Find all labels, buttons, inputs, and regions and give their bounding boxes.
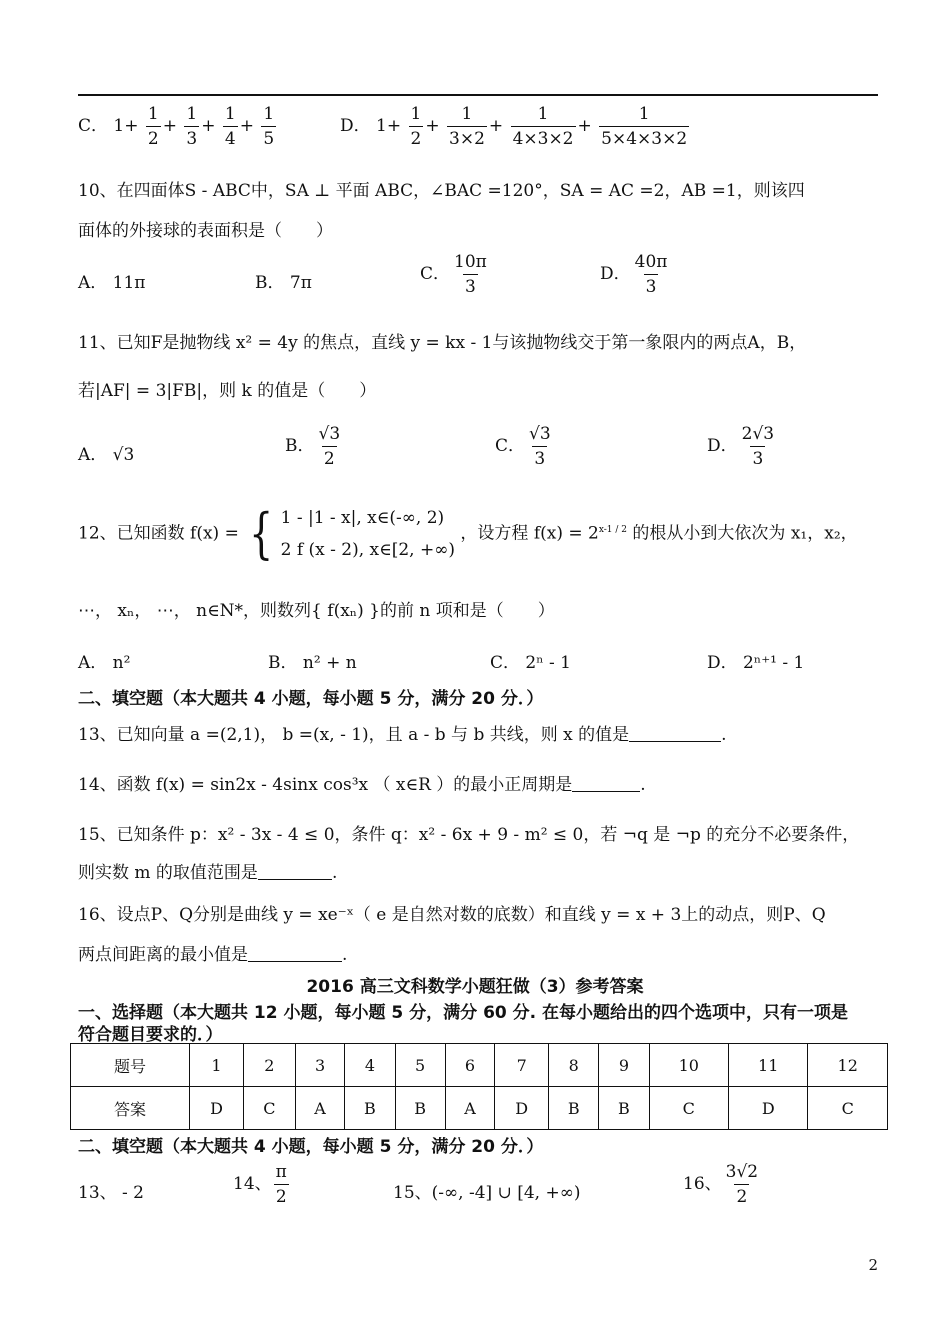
table-cell: 题号 — [71, 1044, 190, 1087]
q12-option-b: B． n² + n — [268, 653, 357, 673]
table-cell: 10 — [649, 1044, 728, 1087]
answer-title: 2016 高三文科数学小题狂做（3）参考答案 — [306, 977, 644, 997]
table-cell: 2 — [243, 1044, 295, 1087]
table-row — [71, 1044, 888, 1087]
table-cell: 6 — [445, 1044, 495, 1087]
q11-option-a: A． √3 — [78, 445, 135, 465]
table-cell: 9 — [599, 1044, 649, 1087]
table-cell: A — [295, 1087, 345, 1130]
q9-option-c: C． 1+ $\frac{1}{2}$ + $\frac{1}{3}$ + $\frac{1}{4}$ + $\frac{1}{5}$ — [78, 104, 275, 149]
answer-16: 16、 $\frac{3√2}{2}$ — [683, 1162, 759, 1207]
table-cell: D — [190, 1087, 244, 1130]
q10-option-d: D． $\frac{40\pi}{3}$ — [600, 252, 668, 297]
q11-line2: 若|AF| = 3|FB|，则 k 的值是（ ） — [78, 381, 377, 401]
q16-line1: 16、设点P、Q分别是曲线 y = xe⁻ˣ（ e 是自然对数的底数）和直线 y = x + 3上的动点，则P、Q — [78, 905, 826, 925]
q12-line1: 12、已知函数 f(x) = { 1 - |1 - x|, x∈(-∞, 2) 2 f (x - 2), x∈[2, +∞) ，设方程 $f(x) = 2^{x-1 / 2}$ 的根从小到大依次为 x₁，x₂， — [78, 502, 858, 565]
q12-case1: 1 - |1 - x|, x∈(-∞, 2) — [280, 508, 445, 528]
q11-option-d: D． $\frac{2√3}{3}$ — [707, 424, 775, 469]
fraction: $\frac{1}{5}$ — [263, 104, 275, 149]
fraction: $\frac{1}{3}$ — [186, 104, 198, 149]
q13: 13、已知向量 a =(2,1)， b =(x, - 1)，且 a - b 与 b 共线，则 x 的值是 . — [78, 725, 727, 745]
page-number: 2 — [868, 1256, 878, 1274]
table-cell: 11 — [729, 1044, 808, 1087]
q10-option-b: B． 7π — [255, 273, 312, 293]
q16-line2: 两点间距离的最小值是 . — [78, 945, 348, 965]
table-row — [71, 1087, 888, 1130]
answer-table — [70, 1043, 888, 1130]
table-cell: 1 — [190, 1044, 244, 1087]
q11-option-b: B． $\frac{√3}{2}$ — [285, 424, 341, 469]
table-cell: B — [599, 1087, 649, 1130]
table-cell: B — [549, 1087, 599, 1130]
q10-line1: 10、在四面体S - ABC中，SA ⊥ 平面 ABC，∠BAC =120°，SA = AC =2，AB =1，则该四 — [78, 181, 805, 201]
q14: 14、函数 f(x) = sin2x - 4sinx cos³x （ x∈R ）的最小正周期是 . — [78, 775, 646, 795]
table-cell: B — [395, 1087, 445, 1130]
table-cell: D — [495, 1087, 549, 1130]
q11-line1: 11、已知F是抛物线 x² = 4y 的焦点，直线 y = kx - 1与该抛物线交于第一象限内的两点A，B， — [78, 333, 807, 353]
answer-13: 13、 - 2 — [78, 1183, 144, 1203]
table-cell: B — [345, 1087, 395, 1130]
fraction: $\frac{1}{2}$ — [147, 104, 159, 149]
table-cell: 4 — [345, 1044, 395, 1087]
q12-option-c: C． 2ⁿ - 1 — [490, 653, 571, 673]
table-cell: 8 — [549, 1044, 599, 1087]
fraction: $\frac{1}{3\times 2}$ — [449, 104, 485, 149]
fraction: $\frac{1}{2}$ — [410, 104, 422, 149]
answer-section2: 二、填空题（本大题共 4 小题，每小题 5 分，满分 20 分．） — [78, 1137, 544, 1157]
fraction: $\frac{1}{4\times 3\times 2}$ — [512, 104, 574, 149]
table-cell: C — [808, 1087, 888, 1130]
left-brace: { — [249, 502, 274, 565]
section2-title: 二、填空题（本大题共 4 小题，每小题 5 分，满分 20 分．） — [78, 689, 544, 709]
q10-option-c: C． $\frac{10\pi}{3}$ — [420, 252, 487, 297]
q12-option-a: A． n² — [78, 653, 131, 673]
table-cell: C — [243, 1087, 295, 1130]
answer-14: 14、 $\frac{\pi}{2}$ — [233, 1162, 287, 1207]
q9-option-d: D． 1+ $\frac{1}{2}$ + $\frac{1}{3\times 2}$ + $\frac{1}{4\times 3\times 2}$ + $\frac{1}{5\times 4\times 3\times 2}$ — [340, 104, 688, 149]
q10-line2: 面体的外接球的表面积是（ ） — [78, 221, 333, 241]
fraction: $\frac{1}{4}$ — [224, 104, 236, 149]
table-cell: 12 — [808, 1044, 888, 1087]
table-cell: 5 — [395, 1044, 445, 1087]
q12-option-d: D． 2ⁿ⁺¹ - 1 — [707, 653, 805, 673]
answer-section1-line1: 一、选择题（本大题共 12 小题，每小题 5 分，满分 60 分. 在每小题给出的四个选项中，只有一项是 — [78, 1003, 849, 1023]
table-cell: 3 — [295, 1044, 345, 1087]
q12-case2: 2 f (x - 2), x∈[2, +∞) — [280, 540, 456, 560]
table-cell: C — [649, 1087, 728, 1130]
q12-line2: ⋯， xₙ， ⋯， n∈N*，则数列{ f(xₙ) }的前 n 项和是（ ） — [78, 601, 555, 621]
table-cell: A — [445, 1087, 495, 1130]
table-cell: 答案 — [71, 1087, 190, 1130]
q11-option-c: C． $\frac{√3}{3}$ — [495, 424, 551, 469]
q10-option-a: A． 11π — [78, 273, 146, 293]
q15-line2: 则实数 m 的取值范围是 . — [78, 863, 338, 883]
table-cell: 7 — [495, 1044, 549, 1087]
answer-15: 15、(-∞, -4] ∪ [4, +∞) — [393, 1183, 581, 1203]
answer-section1-line2: 符合题目要求的．） — [78, 1025, 223, 1045]
table-cell: D — [729, 1087, 808, 1130]
q15-line1: 15、已知条件 p：x² - 3x - 4 ≤ 0，条件 q：x² - 6x + 9 - m² ≤ 0，若 ¬q 是 ¬p 的充分不必要条件， — [78, 825, 860, 845]
top-rule — [78, 94, 878, 96]
fraction: $\frac{1}{5\times 4\times 3\times 2}$ — [601, 104, 688, 149]
